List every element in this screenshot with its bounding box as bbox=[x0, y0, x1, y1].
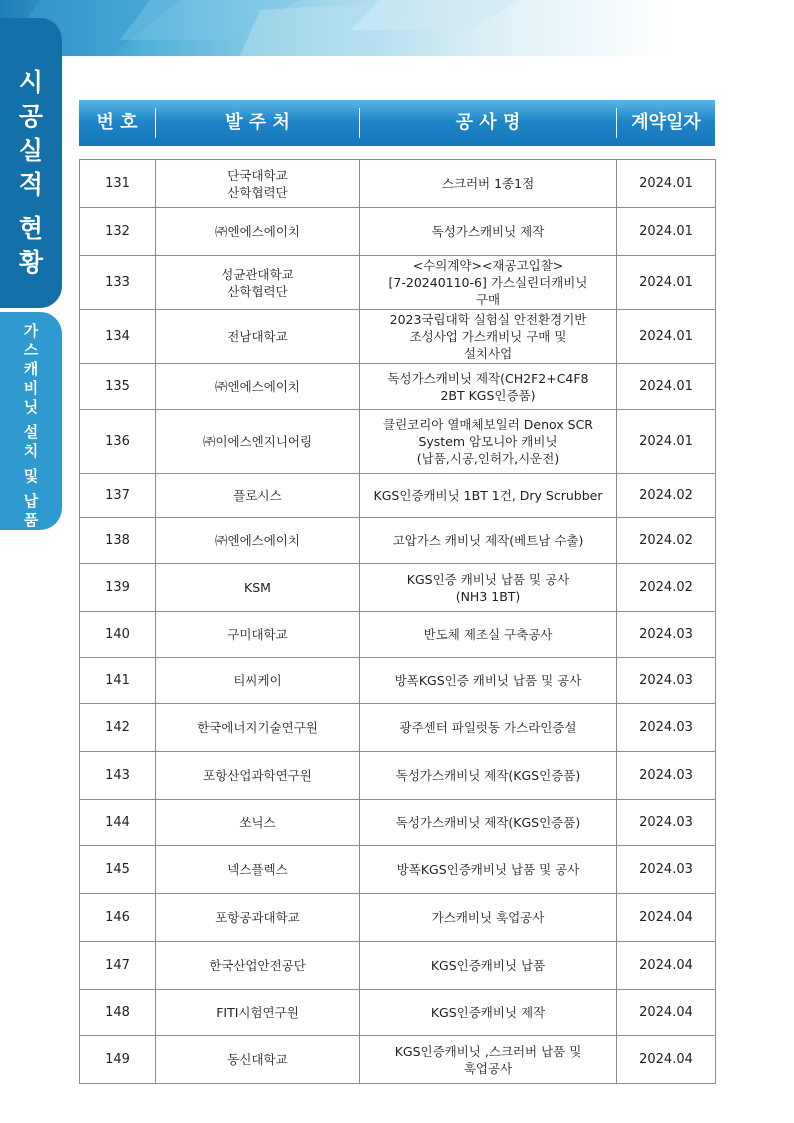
table-row bbox=[80, 410, 716, 474]
row-project: 고압가스 캐비닛 제작(베트남 수출) bbox=[360, 518, 617, 564]
table-row bbox=[80, 800, 716, 846]
header-date: 계약일자 bbox=[631, 112, 701, 133]
subsection-title-char: 닛 bbox=[23, 398, 39, 416]
row-project: 방폭KGS인증캐비닛 납품 및 공사 bbox=[360, 846, 617, 894]
row-date: 2024.04 bbox=[617, 990, 716, 1036]
row-client: KSM bbox=[156, 564, 360, 612]
section-title-char: 공 bbox=[18, 102, 44, 131]
section-title-char: 시 bbox=[18, 68, 44, 97]
row-date: 2024.03 bbox=[617, 846, 716, 894]
row-number: 148 bbox=[80, 990, 156, 1036]
table-row bbox=[80, 160, 716, 208]
table-row bbox=[80, 942, 716, 990]
table-row bbox=[80, 474, 716, 518]
subsection-title-char: 캐 bbox=[23, 360, 39, 378]
table-row bbox=[80, 658, 716, 704]
table-row bbox=[80, 364, 716, 410]
row-client: 한국산업안전공단 bbox=[156, 942, 360, 990]
table-row bbox=[80, 208, 716, 256]
section-title bbox=[0, 66, 62, 280]
table-row bbox=[80, 1036, 716, 1084]
row-client: 티씨케이 bbox=[156, 658, 360, 704]
row-number: 131 bbox=[80, 160, 156, 208]
row-date: 2024.01 bbox=[617, 160, 716, 208]
row-client: 동신대학교 bbox=[156, 1036, 360, 1084]
table-header bbox=[79, 100, 715, 146]
row-date: 2024.02 bbox=[617, 518, 716, 564]
row-date: 2024.04 bbox=[617, 1036, 716, 1084]
row-date: 2024.03 bbox=[617, 752, 716, 800]
row-client: 한국에너지기술연구원 bbox=[156, 704, 360, 752]
row-project: 독성가스캐비닛 제작(KGS인증품) bbox=[360, 800, 617, 846]
row-project: 클린코리아 열매체보일러 Denox SCR System 암모니아 캐비닛 (납품,시공,인허가,시운전) bbox=[360, 410, 617, 474]
subsection-title-char: 설 bbox=[23, 423, 39, 441]
row-client: 포항산업과학연구원 bbox=[156, 752, 360, 800]
row-project: <수의계약><재공고입찰> [7-20240110-6] 가스실린더캐비닛 구매 bbox=[360, 256, 617, 310]
row-number: 145 bbox=[80, 846, 156, 894]
row-date: 2024.04 bbox=[617, 942, 716, 990]
row-date: 2024.04 bbox=[617, 894, 716, 942]
row-client: ㈜엔에스에이치 bbox=[156, 518, 360, 564]
row-number: 144 bbox=[80, 800, 156, 846]
row-number: 143 bbox=[80, 752, 156, 800]
row-client: 쏘닉스 bbox=[156, 800, 360, 846]
performance-table bbox=[79, 159, 716, 1084]
row-client: FITI시험연구원 bbox=[156, 990, 360, 1036]
row-number: 133 bbox=[80, 256, 156, 310]
row-client: 플로시스 bbox=[156, 474, 360, 518]
row-number: 147 bbox=[80, 942, 156, 990]
row-client: ㈜엔에스에이치 bbox=[156, 364, 360, 410]
header-project: 공 사 명 bbox=[455, 112, 521, 133]
row-number: 138 bbox=[80, 518, 156, 564]
row-number: 134 bbox=[80, 310, 156, 364]
section-title-char: 실 bbox=[18, 136, 44, 165]
row-project: 방폭KGS인증 캐비닛 납품 및 공사 bbox=[360, 658, 617, 704]
row-date: 2024.02 bbox=[617, 564, 716, 612]
table-row bbox=[80, 704, 716, 752]
row-number: 140 bbox=[80, 612, 156, 658]
row-number: 137 bbox=[80, 474, 156, 518]
subsection-title-char: 치 bbox=[23, 442, 39, 460]
table-row bbox=[80, 518, 716, 564]
row-client: 포항공과대학교 bbox=[156, 894, 360, 942]
row-number: 132 bbox=[80, 208, 156, 256]
header-client: 발 주 처 bbox=[225, 112, 290, 133]
table-body bbox=[80, 160, 716, 1084]
row-client: 전남대학교 bbox=[156, 310, 360, 364]
row-number: 149 bbox=[80, 1036, 156, 1084]
row-date: 2024.02 bbox=[617, 474, 716, 518]
row-number: 142 bbox=[80, 704, 156, 752]
row-client: 넥스플렉스 bbox=[156, 846, 360, 894]
top-banner bbox=[0, 0, 794, 56]
subsection-title-char: 스 bbox=[23, 341, 39, 359]
banner-decoration bbox=[0, 0, 794, 56]
section-title-char: 적 bbox=[18, 170, 44, 199]
row-project: KGS인증캐비닛 1BT 1건, Dry Scrubber bbox=[360, 474, 617, 518]
row-project: 광주센터 파일럿동 가스라인증설 bbox=[360, 704, 617, 752]
row-client: ㈜엔에스에이치 bbox=[156, 208, 360, 256]
row-date: 2024.03 bbox=[617, 612, 716, 658]
row-project: KGS인증캐비닛 제작 bbox=[360, 990, 617, 1036]
table-row bbox=[80, 990, 716, 1036]
table-row bbox=[80, 564, 716, 612]
row-project: KGS인증 캐비닛 납품 및 공사 (NH3 1BT) bbox=[360, 564, 617, 612]
row-project: KGS인증캐비닛 납품 bbox=[360, 942, 617, 990]
row-project: 2023국립대학 실험실 안전환경기반 조성사업 가스캐비닛 구매 및 설치사업 bbox=[360, 310, 617, 364]
table-row bbox=[80, 894, 716, 942]
header-no: 번 호 bbox=[96, 112, 138, 133]
row-number: 139 bbox=[80, 564, 156, 612]
table-row bbox=[80, 752, 716, 800]
table-row bbox=[80, 846, 716, 894]
row-project: 독성가스캐비닛 제작 bbox=[360, 208, 617, 256]
row-project: 가스캐비닛 훅업공사 bbox=[360, 894, 617, 942]
row-project: 반도체 제조실 구축공사 bbox=[360, 612, 617, 658]
row-date: 2024.03 bbox=[617, 658, 716, 704]
row-project: 독성가스캐비닛 제작(KGS인증품) bbox=[360, 752, 617, 800]
subsection-title-char: 비 bbox=[23, 379, 39, 397]
row-project: KGS인증캐비닛 ,스크러버 납품 및 훅업공사 bbox=[360, 1036, 617, 1084]
row-project: 스크러버 1종1점 bbox=[360, 160, 617, 208]
subsection-title-char: 가 bbox=[23, 322, 39, 340]
row-number: 141 bbox=[80, 658, 156, 704]
row-date: 2024.01 bbox=[617, 364, 716, 410]
row-date: 2024.03 bbox=[617, 704, 716, 752]
section-title-char: 황 bbox=[18, 248, 44, 277]
row-date: 2024.03 bbox=[617, 800, 716, 846]
row-date: 2024.01 bbox=[617, 256, 716, 310]
row-project: 독성가스캐비닛 제작(CH2F2+C4F8 2BT KGS인증품) bbox=[360, 364, 617, 410]
row-number: 146 bbox=[80, 894, 156, 942]
row-client: 성균관대학교 산학협력단 bbox=[156, 256, 360, 310]
section-title-char: 현 bbox=[18, 214, 44, 243]
row-number: 136 bbox=[80, 410, 156, 474]
section-tab-main bbox=[0, 18, 62, 308]
table-row bbox=[80, 310, 716, 364]
row-client: 구미대학교 bbox=[156, 612, 360, 658]
table-row bbox=[80, 256, 716, 310]
row-client: 단국대학교 산학협력단 bbox=[156, 160, 360, 208]
table-row bbox=[80, 612, 716, 658]
row-number: 135 bbox=[80, 364, 156, 410]
row-date: 2024.01 bbox=[617, 410, 716, 474]
section-tab-sub bbox=[0, 312, 62, 530]
row-date: 2024.01 bbox=[617, 310, 716, 364]
row-date: 2024.01 bbox=[617, 208, 716, 256]
subsection-title bbox=[0, 322, 62, 530]
subsection-title-char: 납 bbox=[23, 492, 39, 510]
row-client: ㈜이에스엔지니어링 bbox=[156, 410, 360, 474]
subsection-title-char: 및 bbox=[23, 467, 39, 485]
subsection-title-char: 품 bbox=[23, 511, 39, 529]
